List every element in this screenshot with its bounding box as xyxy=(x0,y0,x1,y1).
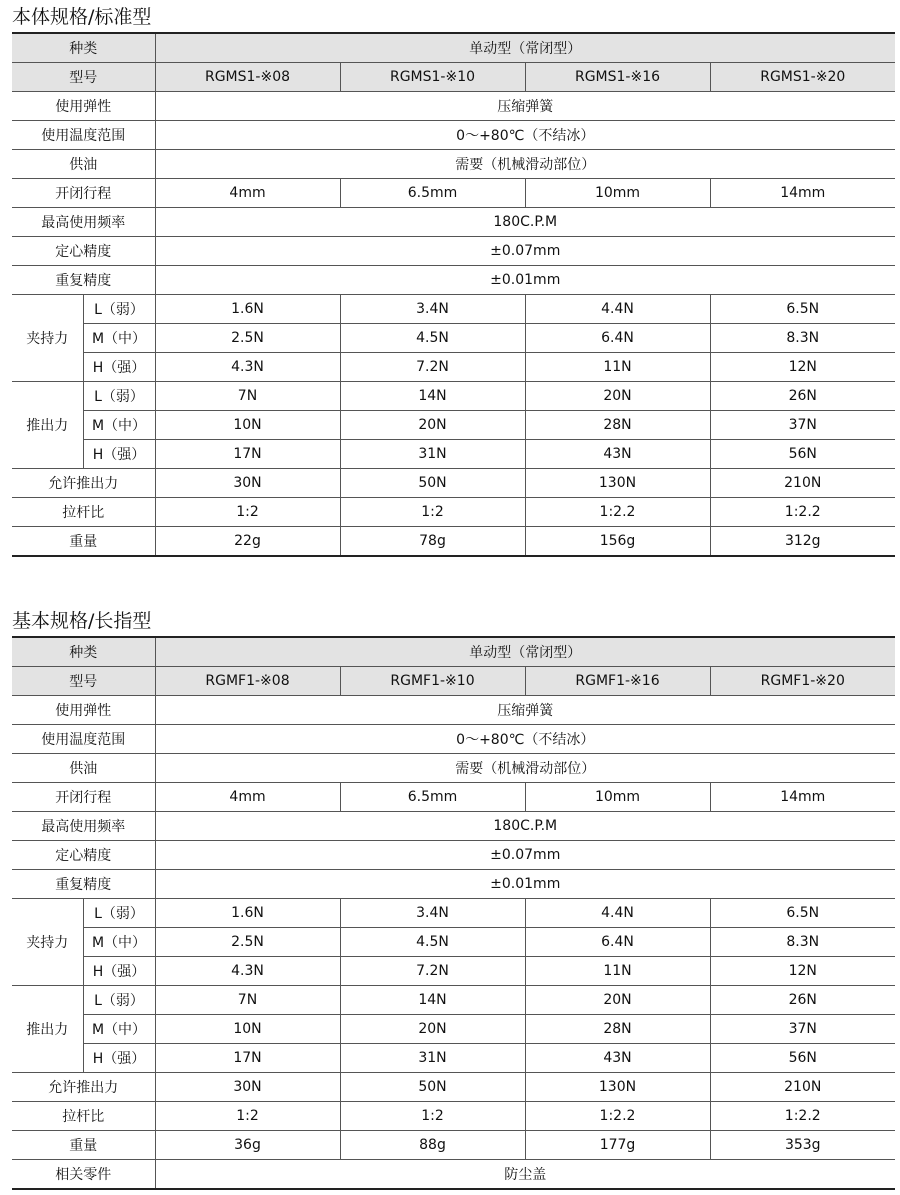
table-row xyxy=(12,382,895,411)
cell-value: 需要（机械滑动部位） xyxy=(155,150,895,179)
cell-value: ±0.01mm xyxy=(155,870,895,899)
table-row xyxy=(12,63,895,92)
cell-value: 6.5mm xyxy=(340,179,525,208)
cell-value: 22g xyxy=(155,527,340,557)
cell-value: 4.4N xyxy=(525,899,710,928)
cell-value: 31N xyxy=(340,440,525,469)
row-label: 定心精度 xyxy=(12,841,155,870)
table-row xyxy=(12,266,895,295)
cell-value: 30N xyxy=(155,469,340,498)
model-cell: RGMS1-※16 xyxy=(525,63,710,92)
cell-value: 4.3N xyxy=(155,353,340,382)
table-row xyxy=(12,841,895,870)
cell-value: 210N xyxy=(710,469,895,498)
cell-value: 88g xyxy=(340,1131,525,1160)
cell-value: 3.4N xyxy=(340,899,525,928)
cell-value: 单动型（常闭型） xyxy=(155,637,895,667)
table-row xyxy=(12,696,895,725)
table-row xyxy=(12,498,895,527)
model-cell: RGMF1-※08 xyxy=(155,667,340,696)
cell-value: 17N xyxy=(155,1044,340,1073)
sub-label: M（中） xyxy=(83,411,155,440)
cell-value: 20N xyxy=(525,986,710,1015)
table-row xyxy=(12,637,895,667)
row-label: 供油 xyxy=(12,150,155,179)
cell-value: 50N xyxy=(340,1073,525,1102)
table-row xyxy=(12,1102,895,1131)
cell-value: 2.5N xyxy=(155,324,340,353)
cell-value: 1.6N xyxy=(155,899,340,928)
cell-value: 1:2 xyxy=(155,1102,340,1131)
cell-value: 210N xyxy=(710,1073,895,1102)
row-label: 拉杆比 xyxy=(12,1102,155,1131)
table-row xyxy=(12,150,895,179)
cell-value: 28N xyxy=(525,411,710,440)
model-cell: RGMF1-※16 xyxy=(525,667,710,696)
cell-value: 31N xyxy=(340,1044,525,1073)
cell-value: 6.4N xyxy=(525,324,710,353)
cell-value: 1:2.2 xyxy=(525,498,710,527)
cell-value: 1:2.2 xyxy=(525,1102,710,1131)
cell-value: 4.3N xyxy=(155,957,340,986)
cell-value: 8.3N xyxy=(710,324,895,353)
cell-value: ±0.01mm xyxy=(155,266,895,295)
row-label: 种类 xyxy=(12,33,155,63)
cell-value: 312g xyxy=(710,527,895,557)
table-row xyxy=(12,208,895,237)
cell-value: 180C.P.M xyxy=(155,208,895,237)
cell-value: 180C.P.M xyxy=(155,812,895,841)
model-cell: RGMS1-※10 xyxy=(340,63,525,92)
cell-value: 6.4N xyxy=(525,928,710,957)
row-label: 使用弹性 xyxy=(12,696,155,725)
cell-value: 37N xyxy=(710,1015,895,1044)
sub-label: H（强） xyxy=(83,957,155,986)
cell-value: 17N xyxy=(155,440,340,469)
spec-table-standard xyxy=(12,32,895,557)
cell-value: 6.5N xyxy=(710,295,895,324)
cell-value: 4mm xyxy=(155,179,340,208)
row-label: 使用温度范围 xyxy=(12,725,155,754)
cell-value: 12N xyxy=(710,957,895,986)
cell-value: 7.2N xyxy=(340,353,525,382)
cell-value: 需要（机械滑动部位） xyxy=(155,754,895,783)
cell-value: 10mm xyxy=(525,783,710,812)
spec-section-standard xyxy=(12,2,895,557)
cell-value: 4mm xyxy=(155,783,340,812)
table-row xyxy=(12,899,895,928)
sub-label: H（强） xyxy=(83,1044,155,1073)
cell-value: 26N xyxy=(710,986,895,1015)
row-label: 最高使用频率 xyxy=(12,208,155,237)
sub-label: L（弱） xyxy=(83,899,155,928)
table-row xyxy=(12,1073,895,1102)
row-label: 相关零件 xyxy=(12,1160,155,1190)
table-row xyxy=(12,295,895,324)
model-cell: RGMF1-※20 xyxy=(710,667,895,696)
cell-value: 56N xyxy=(710,1044,895,1073)
row-label: 重量 xyxy=(12,527,155,557)
cell-value: 10mm xyxy=(525,179,710,208)
table-row xyxy=(12,957,895,986)
table-row xyxy=(12,928,895,957)
cell-value: 353g xyxy=(710,1131,895,1160)
cell-value: 8.3N xyxy=(710,928,895,957)
table-row xyxy=(12,812,895,841)
cell-value: 14mm xyxy=(710,179,895,208)
cell-value: 56N xyxy=(710,440,895,469)
table-row xyxy=(12,1131,895,1160)
cell-value: 36g xyxy=(155,1131,340,1160)
row-label: 供油 xyxy=(12,754,155,783)
cell-value: 7.2N xyxy=(340,957,525,986)
table-row xyxy=(12,1015,895,1044)
row-label: 使用弹性 xyxy=(12,92,155,121)
sub-label: M（中） xyxy=(83,928,155,957)
table-row xyxy=(12,783,895,812)
cell-value: 1:2 xyxy=(340,1102,525,1131)
row-label: 种类 xyxy=(12,637,155,667)
cell-value: 2.5N xyxy=(155,928,340,957)
cell-value: 177g xyxy=(525,1131,710,1160)
table-row xyxy=(12,353,895,382)
row-label: 重复精度 xyxy=(12,870,155,899)
group-label: 夹持力 xyxy=(12,899,83,986)
section-title: 基本规格/长指型 xyxy=(12,610,152,632)
row-label: 使用温度范围 xyxy=(12,121,155,150)
row-label: 型号 xyxy=(12,667,155,696)
cell-value: 14mm xyxy=(710,783,895,812)
cell-value: 130N xyxy=(525,1073,710,1102)
cell-value: 156g xyxy=(525,527,710,557)
cell-value: ±0.07mm xyxy=(155,237,895,266)
sub-label: M（中） xyxy=(83,324,155,353)
sub-label: H（强） xyxy=(83,353,155,382)
cell-value: 单动型（常闭型） xyxy=(155,33,895,63)
cell-value: 14N xyxy=(340,382,525,411)
cell-value: 6.5mm xyxy=(340,783,525,812)
table-row xyxy=(12,1044,895,1073)
model-cell: RGMS1-※20 xyxy=(710,63,895,92)
cell-value: 0～+80℃（不结冰） xyxy=(155,121,895,150)
cell-value: 11N xyxy=(525,353,710,382)
cell-value: 14N xyxy=(340,986,525,1015)
table-row xyxy=(12,870,895,899)
cell-value: 6.5N xyxy=(710,899,895,928)
sub-label: L（弱） xyxy=(83,382,155,411)
row-label: 开闭行程 xyxy=(12,783,155,812)
cell-value: 1:2 xyxy=(340,498,525,527)
group-label: 推出力 xyxy=(12,382,83,469)
cell-value: 4.4N xyxy=(525,295,710,324)
table-row xyxy=(12,324,895,353)
sub-label: H（强） xyxy=(83,440,155,469)
row-label: 允许推出力 xyxy=(12,1073,155,1102)
sub-label: L（弱） xyxy=(83,986,155,1015)
spec-section-long-finger xyxy=(12,606,895,1190)
table-row xyxy=(12,121,895,150)
cell-value: 压缩弹簧 xyxy=(155,92,895,121)
cell-value: 26N xyxy=(710,382,895,411)
section-title: 本体规格/标准型 xyxy=(12,6,152,28)
cell-value: 130N xyxy=(525,469,710,498)
cell-value: 4.5N xyxy=(340,928,525,957)
cell-value: 0～+80℃（不结冰） xyxy=(155,725,895,754)
sub-label: L（弱） xyxy=(83,295,155,324)
table-row xyxy=(12,469,895,498)
row-label: 允许推出力 xyxy=(12,469,155,498)
group-label: 夹持力 xyxy=(12,295,83,382)
sub-label: M（中） xyxy=(83,1015,155,1044)
cell-value: 43N xyxy=(525,1044,710,1073)
cell-value: 7N xyxy=(155,986,340,1015)
cell-value: 3.4N xyxy=(340,295,525,324)
table-row xyxy=(12,527,895,557)
cell-value: 压缩弹簧 xyxy=(155,696,895,725)
cell-value: 10N xyxy=(155,1015,340,1044)
cell-value: 12N xyxy=(710,353,895,382)
cell-value: 50N xyxy=(340,469,525,498)
table-row xyxy=(12,986,895,1015)
cell-value: 7N xyxy=(155,382,340,411)
cell-value: 1:2.2 xyxy=(710,1102,895,1131)
table-row xyxy=(12,440,895,469)
row-label: 重复精度 xyxy=(12,266,155,295)
cell-value: 1:2 xyxy=(155,498,340,527)
cell-value: 37N xyxy=(710,411,895,440)
table-row xyxy=(12,725,895,754)
cell-value: 11N xyxy=(525,957,710,986)
cell-value: 4.5N xyxy=(340,324,525,353)
table-row xyxy=(12,33,895,63)
cell-value: 20N xyxy=(340,411,525,440)
table-row xyxy=(12,237,895,266)
model-cell: RGMS1-※08 xyxy=(155,63,340,92)
table-row xyxy=(12,667,895,696)
row-label: 最高使用频率 xyxy=(12,812,155,841)
cell-value: 43N xyxy=(525,440,710,469)
table-row xyxy=(12,179,895,208)
cell-value: 20N xyxy=(340,1015,525,1044)
spec-table-long-finger xyxy=(12,636,895,1190)
cell-value: 防尘盖 xyxy=(155,1160,895,1190)
row-label: 重量 xyxy=(12,1131,155,1160)
row-label: 开闭行程 xyxy=(12,179,155,208)
cell-value: 30N xyxy=(155,1073,340,1102)
cell-value: ±0.07mm xyxy=(155,841,895,870)
cell-value: 1.6N xyxy=(155,295,340,324)
row-label: 定心精度 xyxy=(12,237,155,266)
cell-value: 28N xyxy=(525,1015,710,1044)
row-label: 型号 xyxy=(12,63,155,92)
row-label: 拉杆比 xyxy=(12,498,155,527)
model-cell: RGMF1-※10 xyxy=(340,667,525,696)
cell-value: 78g xyxy=(340,527,525,557)
table-row xyxy=(12,411,895,440)
cell-value: 20N xyxy=(525,382,710,411)
table-row xyxy=(12,1160,895,1190)
cell-value: 1:2.2 xyxy=(710,498,895,527)
cell-value: 10N xyxy=(155,411,340,440)
table-row xyxy=(12,92,895,121)
group-label: 推出力 xyxy=(12,986,83,1073)
table-row xyxy=(12,754,895,783)
